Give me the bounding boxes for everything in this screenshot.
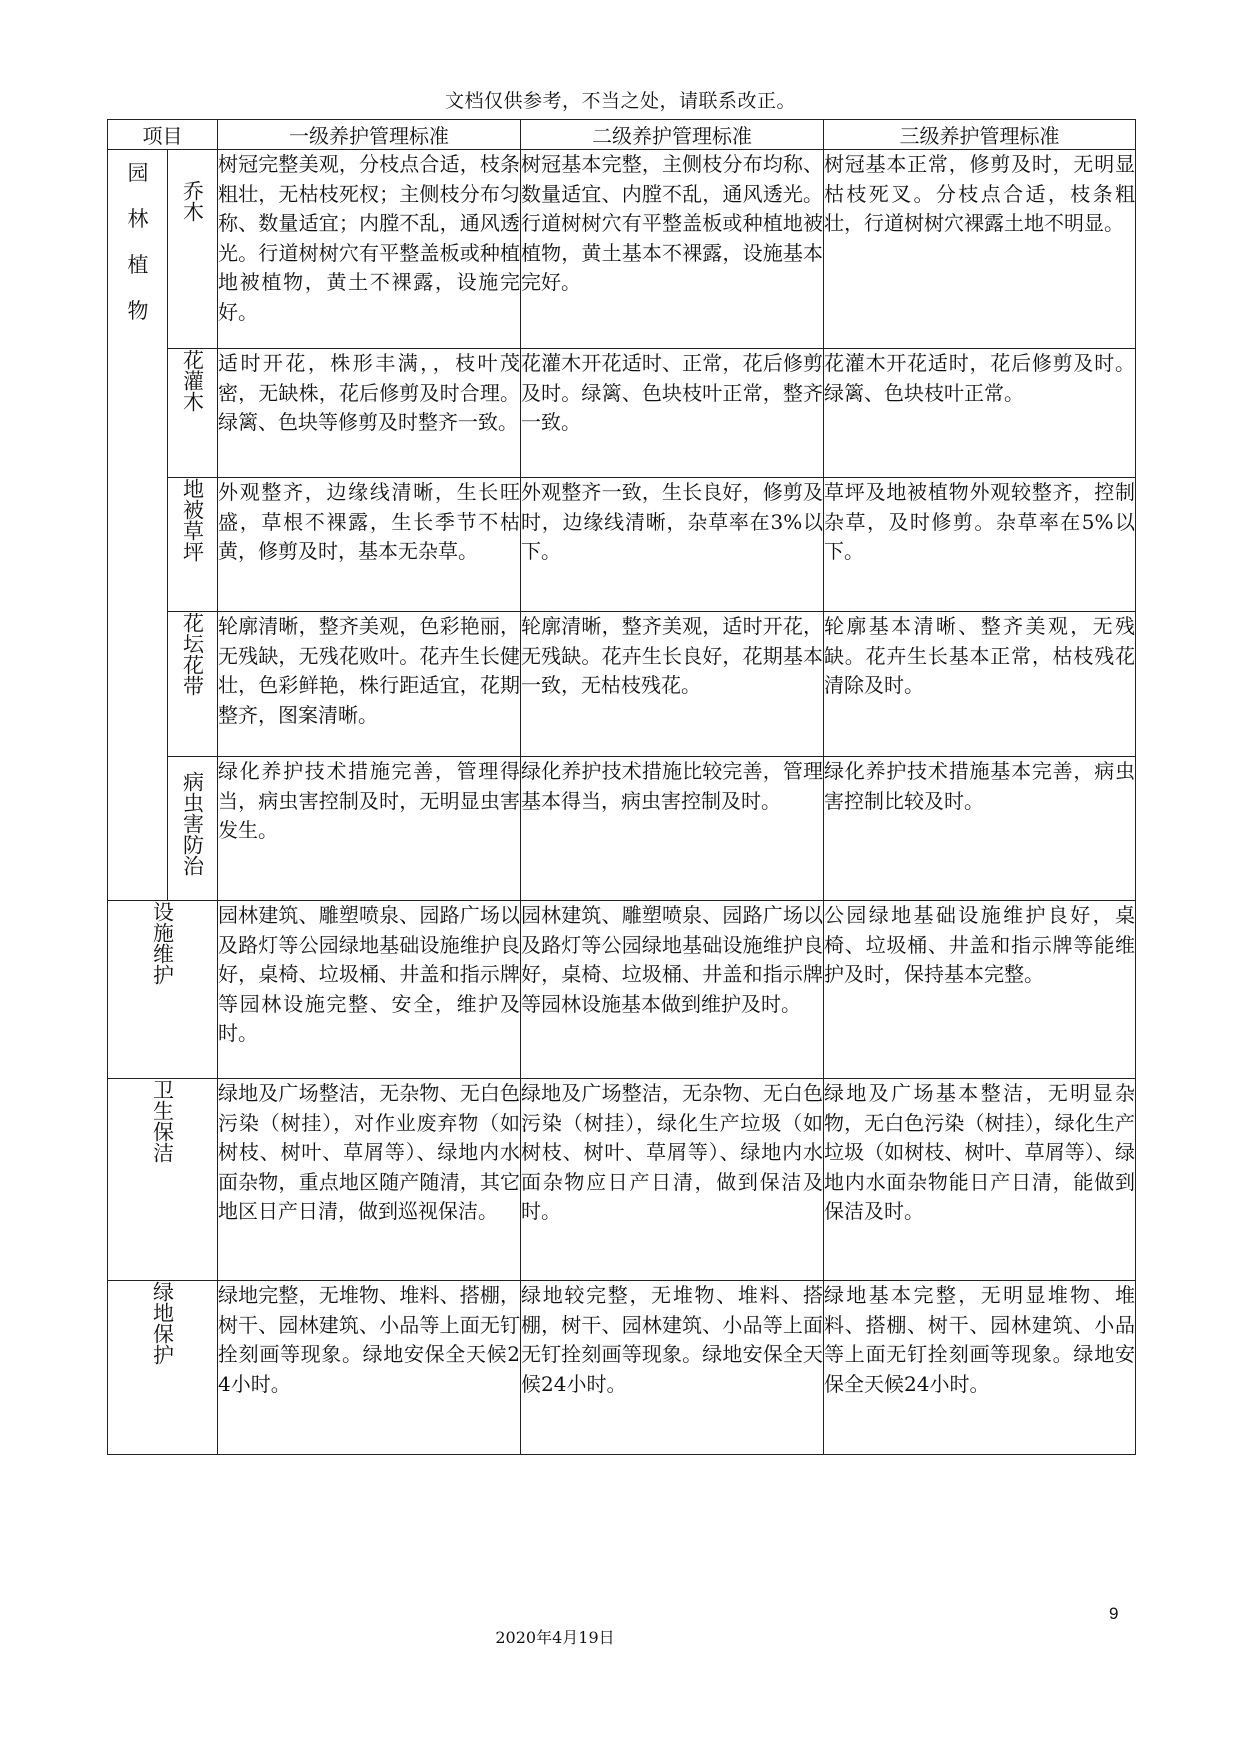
sub-category-label: 病虫害防治	[180, 771, 205, 876]
section-cell	[108, 1079, 218, 1281]
level-1-cell: 绿地完整，无堆物、堆料、搭棚，树干、园林建筑、小品等上面无钉拴刻画等现象。绿地安保全天候24小时。	[218, 1281, 521, 1455]
level-2-cell: 花灌木开花适时、正常，花后修剪及时。绿篱、色块枝叶正常，整齐一致。	[521, 349, 824, 478]
sub-category-cell	[168, 478, 218, 612]
header-item: 项目	[108, 120, 218, 150]
section-cell	[108, 901, 218, 1079]
header-level-2: 二级养护管理标准	[521, 120, 824, 150]
level-1-cell: 园林建筑、雕塑喷泉、园路广场以及路灯等公园绿地基础设施维护良好，桌椅、垃圾桶、井盖和指示牌等园林设施完整、安全，维护及时。	[218, 901, 521, 1079]
level-3-cell: 绿化养护技术措施基本完善，病虫害控制比较及时。	[824, 757, 1136, 901]
sub-category-cell	[168, 757, 218, 901]
section-cell	[108, 1281, 218, 1455]
level-1-cell: 绿地及广场整洁，无杂物、无白色污染（树挂），对作业废弃物（如树枝、树叶、草屑等）、绿地内水面杂物，重点地区随产随清，其它地区日产日清，做到巡视保洁。	[218, 1079, 521, 1281]
level-2-cell: 园林建筑、雕塑喷泉、园路广场以及路灯等公园绿地基础设施维护良好，桌椅、垃圾桶、井盖和指示牌等园林设施基本做到维护及时。	[521, 901, 824, 1079]
level-1-cell: 适时开花，株形丰满，，枝叶茂密，无缺株，花后修剪及时合理。绿篱、色块等修剪及时整齐一致。	[218, 349, 521, 478]
header-note: 文档仅供参考，不当之处，请联系改正。	[444, 90, 796, 112]
sub-category-label: 地被草坪	[180, 478, 205, 562]
level-3-cell: 花灌木开花适时，花后修剪及时。绿篱、色块枝叶正常。	[824, 349, 1136, 478]
table-row	[108, 478, 1136, 612]
section-label: 设施维护	[150, 901, 175, 985]
level-2-cell: 树冠基本完整，主侧枝分布均称、数量适宜、内膛不乱，通风透光。行道树树穴有平整盖板或种植地被植物，黄土基本不裸露，设施基本完好。	[521, 150, 824, 349]
group-plant-label: 园林植物	[127, 161, 149, 323]
table-header-row	[108, 120, 1136, 150]
level-2-cell: 轮廓清晰，整齐美观，适时开花，无残缺。花卉生长良好，花期基本一致，无枯枝残花。	[521, 612, 824, 757]
header-level-1: 一级养护管理标准	[218, 120, 521, 150]
sub-category-cell	[168, 150, 218, 349]
sub-category-cell	[168, 612, 218, 757]
table-row	[108, 1281, 1136, 1455]
level-1-cell: 外观整齐，边缘线清晰，生长旺盛，草根不裸露，生长季节不枯黄，修剪及时，基本无杂草。	[218, 478, 521, 612]
sub-category-label: 花坛花带	[180, 612, 205, 696]
level-1-cell: 轮廓清晰，整齐美观，色彩艳丽，无残缺，无残花败叶。花卉生长健壮，色彩鲜艳，株行距适宜，花期整齐，图案清晰。	[218, 612, 521, 757]
level-3-cell: 绿地及广场基本整洁，无明显杂物，无白色污染（树挂），绿化生产垃圾（如树枝、树叶、草屑等）、绿地内水面杂物能日产日清，能做到保洁及时。	[824, 1079, 1136, 1281]
maintenance-standards-table	[107, 119, 1136, 1455]
footer-date: 2020年4月19日	[495, 1628, 615, 1647]
section-label: 卫生保洁	[150, 1079, 175, 1163]
table-row	[108, 757, 1136, 901]
sub-category-label: 乔木	[180, 180, 205, 222]
level-2-cell: 外观整齐一致，生长良好，修剪及时，边缘线清晰，杂草率在3%以下。	[521, 478, 824, 612]
level-1-cell: 绿化养护技术措施完善，管理得当，病虫害控制及时，无明显虫害发生。	[218, 757, 521, 901]
page-number: 9	[1109, 1604, 1119, 1623]
section-label: 绿地保护	[150, 1281, 175, 1365]
table-row	[108, 612, 1136, 757]
level-3-cell: 草坪及地被植物外观较整齐，控制杂草，及时修剪。杂草率在5%以下。	[824, 478, 1136, 612]
level-3-cell: 树冠基本正常，修剪及时，无明显枯枝死叉。分枝点合适，枝条粗壮，行道树树穴裸露土地不明显。	[824, 150, 1136, 349]
table-row	[108, 1079, 1136, 1281]
level-2-cell: 绿地较完整，无堆物、堆料、搭棚，树干、园林建筑、小品等上面无钉拴刻画等现象。绿地安保全天候24小时。	[521, 1281, 824, 1455]
table-row	[108, 150, 1136, 349]
level-1-cell: 树冠完整美观，分枝点合适，枝条粗壮，无枯枝死杈；主侧枝分布匀称、数量适宜；内膛不乱，通风透光。行道树树穴有平整盖板或种植地被植物，黄土不裸露，设施完好。	[218, 150, 521, 349]
sub-category-cell	[168, 349, 218, 478]
level-3-cell: 绿地基本完整，无明显堆物、堆料、搭棚、树干、园林建筑、小品等上面无钉拴刻画等现象。绿地安保全天候24小时。	[824, 1281, 1136, 1455]
sub-category-label: 花灌木	[180, 349, 205, 412]
level-3-cell: 轮廓基本清晰、整齐美观，无残缺。花卉生长基本正常，枯枝残花清除及时。	[824, 612, 1136, 757]
table-row	[108, 901, 1136, 1079]
level-3-cell: 公园绿地基础设施维护良好，桌椅、垃圾桶、井盖和指示牌等能维护及时，保持基本完整。	[824, 901, 1136, 1079]
header-level-3: 三级养护管理标准	[824, 120, 1136, 150]
table-row	[108, 349, 1136, 478]
level-2-cell: 绿地及广场整洁，无杂物、无白色污染（树挂），绿化生产垃圾（如树枝、树叶、草屑等）、绿地内水面杂物应日产日清，做到保洁及时。	[521, 1079, 824, 1281]
level-2-cell: 绿化养护技术措施比较完善，管理基本得当，病虫害控制及时。	[521, 757, 824, 901]
group-plant-cell	[108, 150, 168, 901]
